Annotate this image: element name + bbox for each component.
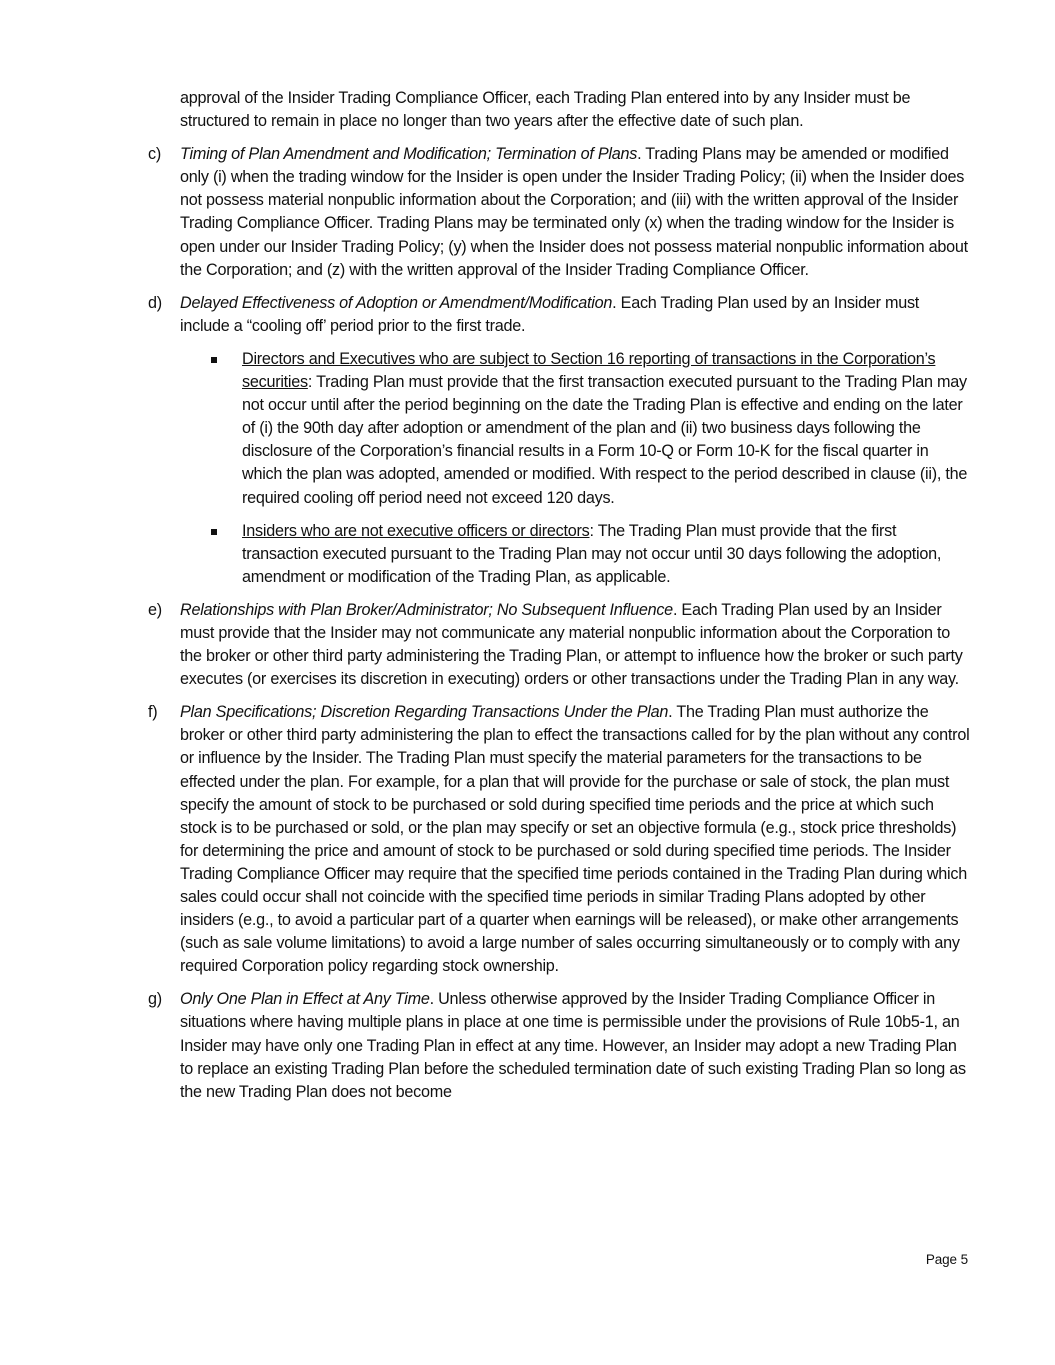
document-body [148,87,970,1104]
item-label: c) [148,145,161,164]
page-number: Page 5 [925,1252,968,1267]
bullet-item [242,520,970,589]
item-body: . Each Trading Plan used by an Insider must include a “cooling off’ period prior to the first trade. [180,293,920,335]
bullet-list [180,348,970,589]
item-heading: Only One Plan in Effect at Any Time [180,990,430,1009]
continued-paragraph: approval of the Insider Trading Compliance Officer, each Trading Plan entered into by any Insider must be structured to remain in place no longer than two years after the effective date of such plan. [180,89,911,131]
item-body: . Trading Plans may be amended or modified only (i) when the trading window for the Insider is open under the Insider Trading Policy; (ii) when the Insider does not possess material nonpublic information about the Corporation; and (iii) with the written approval of the Insider Trading Compliance Officer. Trading Plans may be terminated only (x) when the trading window for the Insider is open under our Insider Trading Policy; (y) when the Insider does not possess material nonpublic information about the Corporation; and (z) with the written approval of the Insider Trading Compliance Officer. [180,145,968,279]
bullet-item [242,348,970,510]
item-label: d) [148,293,162,312]
bullet-title: Insiders who are not executive officers or directors [242,521,590,540]
item-heading: Plan Specifications; Discretion Regarding Transactions Under the Plan [180,703,669,722]
item-body: . Each Trading Plan used by an Insider must provide that the Insider may not communicate any material nonpublic information about the Corporation to the broker or other third party administering the Trading Plan, or attempt to influence how the broker or such party executes (or exercises its discretion in executing) orders or other transactions under the Trading Plan in any way. [180,600,963,689]
section-item-f [148,701,970,978]
item-body: . The Trading Plan must authorize the broker or other third party administering the plan to effect the transactions called for by the plan without any control or influence by the Insider. The Trading Plan must specify the material parameters for the transactions to be effected under the plan. For example, for a plan that will provide for the purchase or sale of stock, the plan must specify the amount of stock to be purchased or sold during specified time periods and the price at which such stock is to be purchased or sold, or the plan may specify or set an objective formula (e.g., stock price thresholds) for determining the price and amount of stock to be purchased or sold during specified time periods. The Insider Trading Compliance Officer may require that the specified time periods contained in the Trading Plan during which sales could occur shall not coincide with the specified time periods in similar Trading Plans adopted by other insiders (e.g., to avoid a particular part of a quarter when earnings will be released), or make other arrangements (such as sale volume limitations) to avoid a large number of sales occurring simultaneously or to comply with any required Corporation policy regarding stock ownership. [180,703,970,976]
item-label: f) [148,703,158,722]
section-item-c [148,143,970,282]
section-item-e [148,599,970,691]
section-item-d [148,292,970,589]
bullet-title: Directors and Executives who are subject to Section 16 reporting of transactions in the Corporation’s securities [242,349,936,392]
item-label: g) [148,990,162,1009]
bullet-text: : Trading Plan must provide that the first transaction executed pursuant to the Trading Plan may not occur until after the period beginning on the date the Trading Plan is effective and ending on the later of (i) the 90th day after adoption or amendment of the plan and (ii) two business days following the disclosure of the Corporation’s financial results in a Form 10-Q or Form 10-K for the fiscal quarter in which the plan was adopted, amended or modified. With respect to the period described in clause (ii), the required cooling off period need not exceed 120 days. [242,373,968,507]
section-item-g [148,988,970,1103]
item-heading: Relationships with Plan Broker/Administrator; No Subsequent Influence [180,600,673,619]
square-bullet-icon [211,357,217,363]
item-heading: Timing of Plan Amendment and Modification; Termination of Plans [180,145,638,164]
item-heading: Delayed Effectiveness of Adoption or Amendment/Modification [180,293,613,312]
item-body: . Unless otherwise approved by the Insider Trading Compliance Officer in situations where having multiple plans in place at one time is permissible under the provisions of Rule 10b5-1, an Insider may have only one Trading Plan in effect at any time. However, an Insider may adopt a new Trading Plan to replace an existing Trading Plan before the scheduled termination date of such existing Trading Plan so long as the new Trading Plan does not become [180,990,966,1101]
item-label: e) [148,600,162,619]
square-bullet-icon [211,529,217,535]
bullet-text: : The Trading Plan must provide that the first transaction executed pursuant to the Trading Plan may not occur until 30 days following the adoption, amendment or modification of the Trading Plan, as applicable. [242,521,942,586]
